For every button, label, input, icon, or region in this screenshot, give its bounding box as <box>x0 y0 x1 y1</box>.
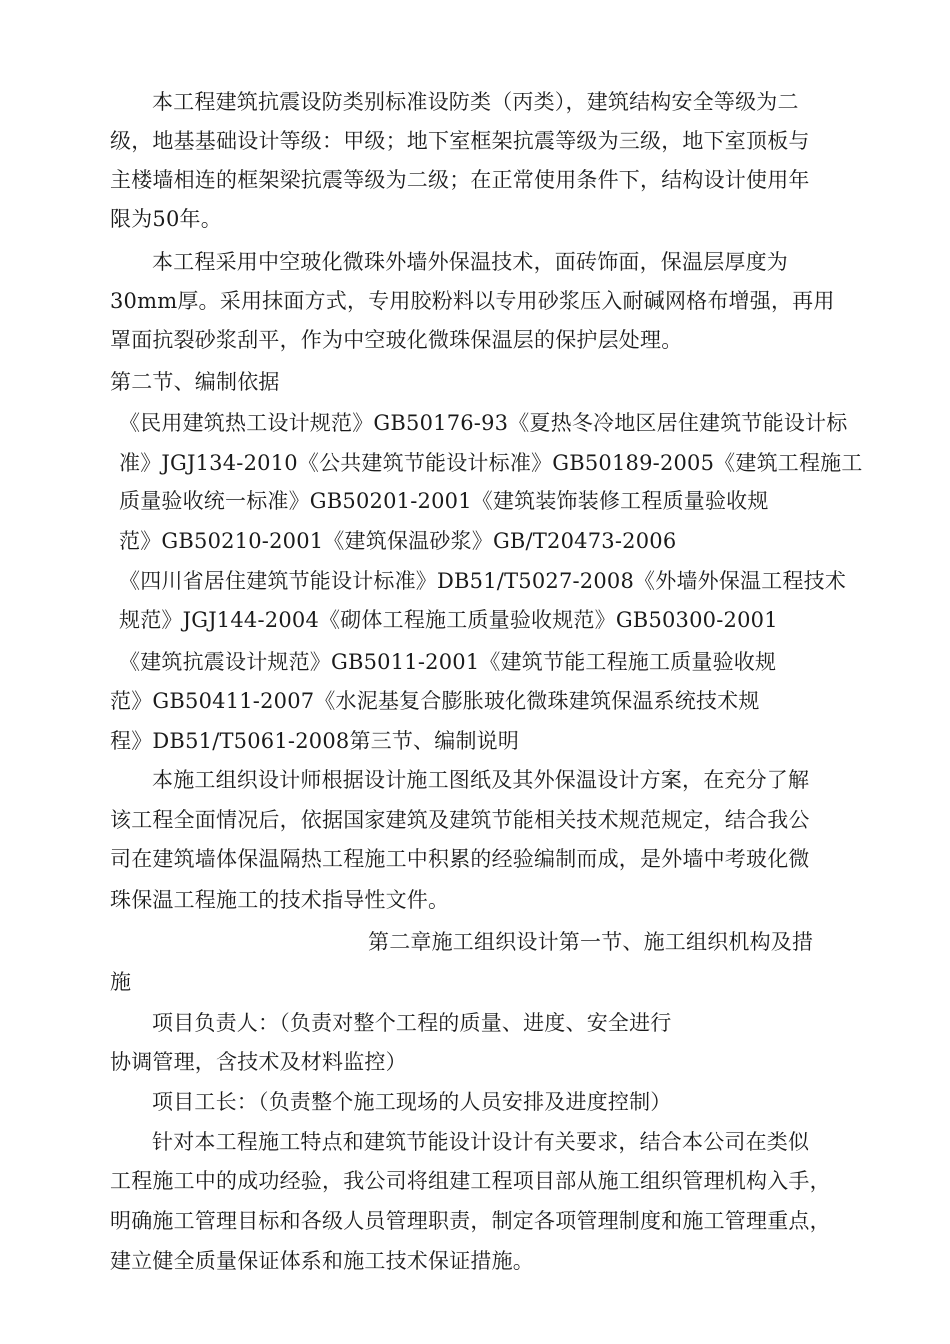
paragraph-line: 主楼墙相连的框架梁抗震等级为二级；在正常使用条件下，结构设计使用年 <box>110 168 810 192</box>
paragraph-line: 建立健全质量保证体系和施工技术保证措施。 <box>110 1249 534 1273</box>
paragraph-line: 本施工组织设计师根据设计施工图纸及其外保温设计方案，在充分了解 <box>152 768 810 792</box>
reference-line: 范》GB50411-2007《水泥基复合膨胀玻化微珠建筑保温系统技术规 <box>110 689 760 713</box>
paragraph-line: 级，地基基础设计等级：甲级；地下室框架抗震等级为三级，地下室顶板与 <box>110 129 810 153</box>
paragraph-line: 针对本工程施工特点和建筑节能设计设计有关要求，结合本公司在类似 <box>152 1130 810 1154</box>
paragraph-line: 明确施工管理目标和各级人员管理职责，制定各项管理制度和施工管理重点， <box>110 1209 831 1233</box>
paragraph-line: 本工程建筑抗震设防类别标准设防类（丙类），建筑结构安全等级为二 <box>152 90 799 114</box>
paragraph-line: 本工程采用中空玻化微珠外墙外保温技术，面砖饰面，保温层厚度为 <box>152 250 788 274</box>
paragraph-line: 司在建筑墙体保温隔热工程施工中积累的经验编制而成，是外墙中考玻化微 <box>110 847 810 871</box>
reference-line: 质量验收统一标准》GB50201-2001《建筑装饰装修工程质量验收规 <box>119 489 769 513</box>
chapter-heading: 施 <box>110 970 132 994</box>
paragraph-line: 限为50年。 <box>110 207 222 231</box>
paragraph-line: 珠保温工程施工的技术指导性文件。 <box>110 888 450 912</box>
section-heading: 第二节、编制依据 <box>110 370 280 394</box>
reference-line: 《民用建筑热工设计规范》GB50176-93《夏热冬冷地区居住建筑节能设计标 <box>119 411 848 435</box>
chapter-heading: 第二章施工组织设计第一节、施工组织机构及措 <box>368 930 814 954</box>
reference-line: 程》DB51/T5061-2008第三节、编制说明 <box>110 729 520 753</box>
reference-line: 范》GB50210-2001《建筑保温砂浆》GB/T20473-2006 <box>119 529 677 553</box>
paragraph-line: 该工程全面情况后，依据国家建筑及建筑节能相关技术规范规定，结合我公 <box>110 808 810 832</box>
paragraph-line: 协调管理，含技术及材料监控） <box>110 1050 407 1074</box>
paragraph-line: 项目工长：（负责整个施工现场的人员安排及进度控制） <box>152 1090 672 1114</box>
reference-line: 《建筑抗震设计规范》GB5011-2001《建筑节能工程施工质量验收规 <box>119 650 777 674</box>
reference-line: 《四川省居住建筑节能设计标准》DB51/T5027-2008《外墙外保温工程技术 <box>119 569 847 593</box>
reference-line: 准》JGJ134-2010《公共建筑节能设计标准》GB50189-2005《建筑工程施工 <box>119 451 863 475</box>
reference-line: 规范》JGJ144-2004《砌体工程施工质量验收规范》GB50300-2001 <box>119 608 778 632</box>
paragraph-line: 项目负责人：（负责对整个工程的质量、进度、安全进行 <box>152 1011 672 1035</box>
paragraph-line: 工程施工中的成功经验，我公司将组建工程项目部从施工组织管理机构入手， <box>110 1169 831 1193</box>
paragraph-line: 罩面抗裂砂浆刮平，作为中空玻化微珠保温层的保护层处理。 <box>110 328 683 352</box>
paragraph-line: 30mm厚。采用抹面方式，专用胶粉料以专用砂浆压入耐碱网格布增强，再用 <box>110 289 835 313</box>
